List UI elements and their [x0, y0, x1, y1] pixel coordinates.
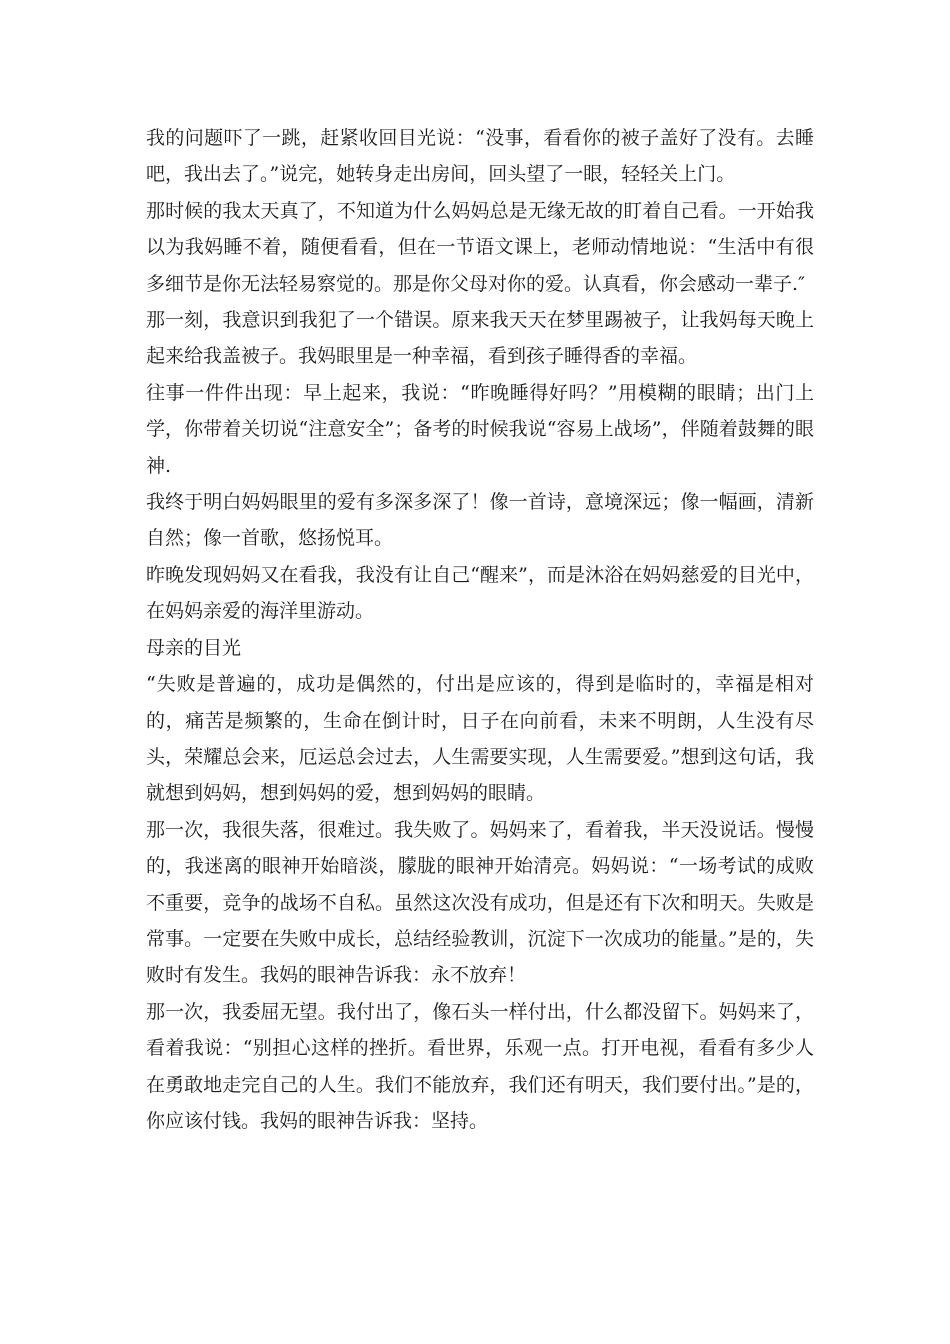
paragraph: 那一次，我委屈无望。我付出了，像石头一样付出，什么都没留下。妈妈来了，看着我说：“别担心这样的挫折。看世界，乐观一点。打开电视，看看有多少人在勇敢地走完自己的人生。我们不能放弃，我们还有明天，我们要付出。”是的，你应该付钱。我妈的眼神告诉我：坚持。: [146, 1000, 814, 1132]
section-title: 母亲的目光: [146, 636, 242, 659]
paragraph: “失败是普遍的，成功是偶然的，付出是应该的，得到是临时的，幸福是相对的，痛苦是频繁的，生命在倒计时，日子在向前看，未来不明朗，人生没有尽头，荣耀总会来，厄运总会过去，人生需要实现，人生需要爱。”想到这句话，我就想到妈妈，想到妈妈的爱，想到妈妈的眼睛。: [146, 673, 814, 805]
paragraph: 那时候的我太天真了，不知道为什么妈妈总是无缘无故的盯着自己看。一开始我以为我妈睡不着，随便看看，但在一节语文课上，老师动情地说：“生活中有很多细节是你无法轻易察觉的。那是你父母对你的爱。认真看，你会感动一辈子.″: [146, 199, 814, 295]
document-body: [146, 120, 814, 1139]
paragraph: 那一次，我很失落，很难过。我失败了。妈妈来了，看着我，半天没说话。慢慢的，我迷离的眼神开始暗淡，朦胧的眼神开始清亮。妈妈说：“一场考试的成败不重要，竞争的战场不自私。虽然这次没有成功，但是还有下次和明天。失败是常事。一定要在失败中成长，总结经验教训，沉淀下一次成功的能量。”是的，失败时有发生。我妈的眼神告诉我：永不放弃！: [146, 818, 814, 987]
paragraph: 我终于明白妈妈眼里的爱有多深多深了！像一首诗，意境深远；像一幅画，清新自然；像一首歌，悠扬悦耳。: [146, 491, 814, 550]
paragraph: 我的问题吓了一跳，赶紧收回目光说：“没事，看看你的被子盖好了没有。去睡吧，我出去了。”说完，她转身走出房间，回头望了一眼，轻轻关上门。: [146, 127, 814, 186]
paragraph: 昨晚发现妈妈又在看我，我没有让自己“醒来”，而是沐浴在妈妈慈爱的目光中，在妈妈亲爱的海洋里游动。: [146, 563, 814, 623]
paragraph: 往事一件件出现：早上起来，我说：“昨晚睡得好吗？”用模糊的眼睛；出门上学，你带着关切说“注意安全”；备考的时候我说“容易上战场”，伴随着鼓舞的眼神.: [146, 381, 814, 477]
paragraph: 那一刻，我意识到我犯了一个错误。原来我天天在梦里踢被子，让我妈每天晚上起来给我盖被子。我妈眼里是一种幸福，看到孩子睡得香的幸福。: [146, 309, 814, 368]
